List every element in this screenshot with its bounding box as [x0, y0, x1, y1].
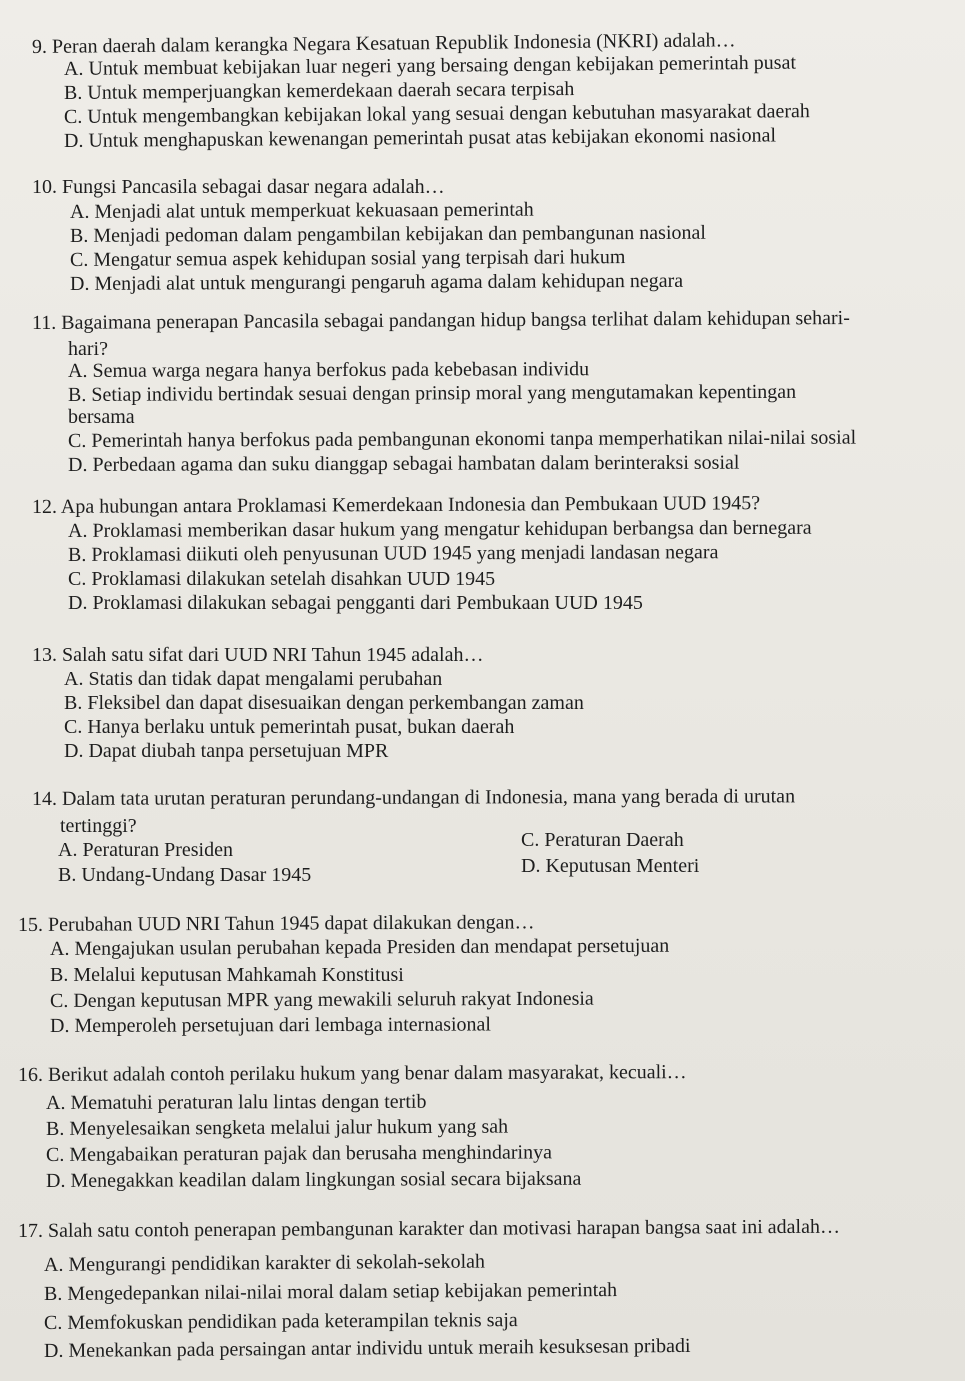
question-11-option-c[interactable]: C. Pemerintah hanya berfokus pada pembangunan ekonomi tanpa memperhatikan nilai-nilai sosial	[67, 426, 857, 452]
question-15-option-b[interactable]: B. Melalui keputusan Mahkamah Konstitusi	[50, 964, 404, 986]
question-16-option-b[interactable]: B. Menyelesaikan sengketa melalui jalur hukum yang sah	[45, 1115, 509, 1140]
question-11-option-b[interactable]: B. Setiap individu bertindak sesuai dengan prinsip moral yang mengutamakan kepentingan	[67, 380, 797, 406]
question-14-option-d[interactable]: D. Keputusan Menteri	[521, 855, 700, 877]
question-15-option-d[interactable]: D. Memperoleh persetujuan dari lembaga internasional	[49, 1013, 492, 1037]
question-11-option-d[interactable]: D. Perbedaan agama dan suku dianggap sebagai hambatan dalam berinteraksi sosial	[67, 451, 740, 476]
question-10-option-c[interactable]: C. Mengatur semua aspek kehidupan sosial yang terpisah dari hukum	[69, 246, 626, 271]
question-17-stem: 17. Salah satu contoh penerapan pembangunan karakter dan motivasi harapan bangsa saat ini adalah…	[17, 1215, 840, 1242]
question-9-option-c[interactable]: C. Untuk mengembangkan kebijakan lokal yang sesuai dengan kebutuhan masyarakat daerah	[63, 100, 810, 128]
question-14-stem-continued: tertinggi?	[60, 815, 137, 837]
question-12-option-b[interactable]: B. Proklamasi diikuti oleh penyusunan UUD 1945 yang menjadi landasan negara	[67, 541, 719, 566]
question-13-option-a[interactable]: A. Statis dan tidak dapat mengalami perubahan	[64, 668, 443, 690]
question-12-stem: 12. Apa hubungan antara Proklamasi Kemerdekaan Indonesia dan Pembukaan UUD 1945?	[31, 492, 761, 518]
question-10-option-b[interactable]: B. Menjadi pedoman dalam pengambilan kebijakan dan pembangunan nasional	[69, 221, 706, 247]
question-9-option-d[interactable]: D. Untuk menghapuskan kewenangan pemerintah pusat atas kebijakan ekonomi nasional	[63, 124, 777, 152]
question-12-option-c[interactable]: C. Proklamasi dilakukan setelah disahkan UUD 1945	[68, 568, 496, 590]
question-16-option-a[interactable]: A. Mematuhi peraturan lalu lintas dengan tertib	[45, 1090, 427, 1114]
question-11-option-a[interactable]: A. Semua warga negara hanya berfokus pada kebebasan individu	[67, 358, 590, 382]
question-12-option-a[interactable]: A. Proklamasi memberikan dasar hukum yang mengatur kehidupan berbangsa dan bernegara	[67, 516, 812, 542]
question-16-option-c[interactable]: C. Mengabaikan peraturan pajak dan berusaha menghindarinya	[45, 1141, 552, 1166]
question-10-stem: 10. Fungsi Pancasila sebagai dasar negara adalah…	[32, 176, 445, 198]
question-11-stem: 11. Bagaimana penerapan Pancasila sebagai pandangan hidup bangsa terlihat dalam kehidupan sehari-	[31, 307, 850, 334]
question-15-option-a[interactable]: A. Mengajukan usulan perubahan kepada Presiden dan mendapat persetujuan	[49, 934, 670, 960]
question-9-option-b[interactable]: B. Untuk memperjuangkan kemerdekaan daerah secara terpisah	[63, 77, 575, 104]
question-16-option-d[interactable]: D. Menegakkan keadilan dalam lingkungan sosial secara bijaksana	[45, 1167, 582, 1192]
question-16-stem: 16. Berikut adalah contoh perilaku hukum yang benar dalam masyarakat, kecuali…	[17, 1061, 687, 1086]
question-14-option-b[interactable]: B. Undang-Undang Dasar 1945	[58, 864, 312, 886]
question-9-stem: 9. Peran daerah dalam kerangka Negara Kesatuan Republik Indonesia (NKRI) adalah…	[31, 29, 736, 58]
question-17-option-c[interactable]: C. Memfokuskan pendidikan pada keterampilan teknis saja	[43, 1309, 518, 1334]
question-15-stem: 15. Perubahan UUD NRI Tahun 1945 dapat dilakukan dengan…	[17, 911, 535, 936]
question-11-stem-continued: hari?	[68, 338, 108, 360]
question-10-option-a[interactable]: A. Menjadi alat untuk memperkuat kekuasaan pemerintah	[69, 198, 534, 223]
question-13-option-b[interactable]: B. Fleksibel dan dapat disesuaikan dengan perkembangan zaman	[64, 692, 584, 714]
question-10-option-d[interactable]: D. Menjadi alat untuk mengurangi pengaruh agama dalam kehidupan negara	[69, 269, 684, 295]
question-15-option-c[interactable]: C. Dengan keputusan MPR yang mewakili seluruh rakyat Indonesia	[49, 987, 594, 1012]
question-13-option-c[interactable]: C. Hanya berlaku untuk pemerintah pusat, bukan daerah	[64, 716, 515, 738]
question-17-option-a[interactable]: A. Mengurangi pendidikan karakter di sekolah-sekolah	[43, 1250, 486, 1276]
question-13-option-d[interactable]: D. Dapat diubah tanpa persetujuan MPR	[64, 740, 389, 762]
question-14-option-a[interactable]: A. Peraturan Presiden	[58, 839, 233, 861]
question-14-option-c[interactable]: C. Peraturan Daerah	[521, 829, 684, 851]
question-11-option-b-continued: bersama	[68, 406, 135, 428]
question-12-option-d[interactable]: D. Proklamasi dilakukan sebagai pengganti dari Pembukaan UUD 1945	[68, 592, 643, 614]
question-17-option-d[interactable]: D. Menekankan pada persaingan antar individu untuk meraih kesuksesan pribadi	[43, 1334, 691, 1362]
question-17-option-b[interactable]: B. Mengedepankan nilai-nilai moral dalam setiap kebijakan pemerintah	[43, 1278, 618, 1305]
question-14-stem: 14. Dalam tata urutan peraturan perundang-undangan di Indonesia, mana yang berada di urutan	[31, 785, 796, 810]
question-9-option-a[interactable]: A. Untuk membuat kebijakan luar negeri yang bersaing dengan kebijakan pemerintah pusat	[63, 51, 797, 80]
question-13-stem: 13. Salah satu sifat dari UUD NRI Tahun 1945 adalah…	[32, 644, 484, 666]
